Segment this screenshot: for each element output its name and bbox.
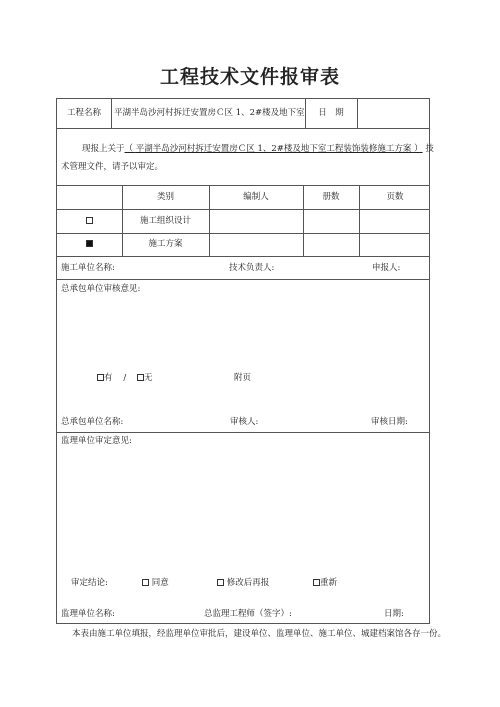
footer-note: 本表由施工单位填报，经监理单位审批后，建设单位、监理单位、施工单位、城建档案馆各存一份。 [72, 629, 447, 639]
project-name-label: 工程名称 [66, 108, 101, 118]
conclusion-redo[interactable]: 重新 [313, 577, 337, 589]
chief-engineer-label: 总监理工程师（签字）: [204, 609, 292, 619]
approval-form [56, 98, 434, 624]
checkbox-unchecked-icon [137, 374, 144, 381]
divider [57, 209, 429, 210]
col-header-author: 编制人 [243, 192, 269, 202]
attachment-pages-label: 附页 [234, 373, 252, 383]
row-category-org-design: 施工组织设计 [139, 216, 191, 226]
divider [57, 233, 429, 234]
gc-review-date-label: 审核日期: [371, 417, 408, 427]
divider [57, 432, 429, 433]
applicant-label: 申报人: [372, 263, 401, 273]
conclusion-revise[interactable]: 修改后再报 [217, 577, 269, 589]
project-name-value[interactable]: 平湖半岛沙河村拆迁安置房Ｃ区 1、2#楼及地下室 [114, 108, 305, 118]
checkbox-unchecked-icon [313, 579, 320, 586]
checkbox-org-design[interactable] [57, 215, 122, 227]
form-title: 工程技术文件报审表 [159, 66, 340, 88]
checkbox-unchecked-icon [97, 374, 104, 381]
submission-line-2: 术管理文件，请予以审定。 [61, 162, 164, 172]
gc-unit-label: 总承包单位名称: [61, 417, 124, 427]
gc-reviewer-label: 审核人: [230, 417, 259, 427]
checkbox-construction-plan[interactable] [57, 238, 122, 250]
conclusion-approve[interactable]: 同意 [142, 577, 169, 589]
submission-subject[interactable]: （ 平湖半岛沙河村拆迁安置房Ｃ区 1、2#楼及地下室工程装饰装修施工方案 ） [124, 144, 423, 154]
divider [57, 128, 429, 129]
checkbox-unchecked-icon [217, 579, 224, 586]
supervisor-opinion-label: 监理单位审定意见: [61, 436, 132, 446]
col-header-category: 类别 [156, 192, 174, 202]
date-label: 日 期 [318, 108, 344, 118]
divider [57, 256, 429, 257]
checkbox-unchecked-icon [142, 579, 149, 586]
attachment-options: 有 / 无 [97, 372, 153, 384]
conclusion-label: 审定结论: [71, 578, 108, 588]
col-header-volumes: 册数 [322, 192, 340, 202]
submission-line-1: 现报上关于（ 平湖半岛沙河村拆迁安置房Ｃ区 1、2#楼及地下室工程装饰装修施工方案 ） 技 [82, 144, 434, 154]
checkbox-checked-icon [86, 240, 93, 247]
divider [57, 279, 429, 280]
contractor-unit-label: 施工单位名称: [61, 263, 115, 273]
gc-opinion-label: 总承包单位审核意见: [61, 284, 141, 294]
tech-lead-label: 技术负责人: [229, 263, 275, 273]
attachment-no[interactable]: 无 [137, 373, 153, 383]
row-category-construction-plan: 施工方案 [148, 239, 183, 249]
divider [57, 185, 429, 186]
attachment-yes[interactable]: 有 [97, 373, 113, 383]
checkbox-unchecked-icon [86, 217, 93, 224]
supervisor-date-label: 日期: [384, 609, 404, 619]
supervisor-unit-label: 监理单位名称: [61, 609, 115, 619]
col-header-pages: 页数 [386, 192, 404, 202]
